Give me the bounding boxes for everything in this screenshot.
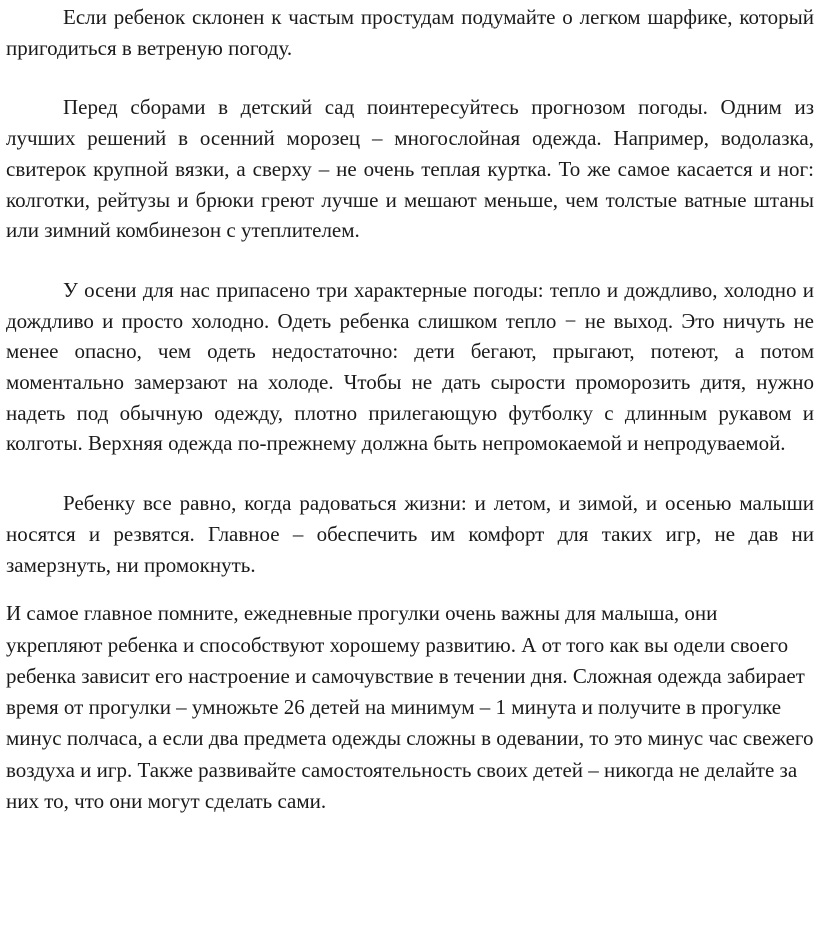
paragraph-daily-walks: И самое главное помните, ежедневные прогулки очень важны для малыша, они укрепляют ребенка и способствуют хорошему развитию. А от того как вы одели своего ребенка зависит его настроение и самочувствие в течении дня. Сложная одежда забирает время от прогулки – умножьте 26 детей на минимум – 1 минута и получите в прогулке минус полчаса, а если два предмета одежды сложны в одевании, то это минус час свежего воздуха и игр. Также развивайте самостоятельность своих детей – никогда не делайте за них то, что они могут сделать сами. [6,601,814,814]
paragraph-weather-layering: Перед сборами в детский сад поинтересуйтесь прогнозом погоды. Одним из лучших решений в осенний морозец – многослойная одежда. Например, водолазка, свитерок крупной вязки, а сверху – не очень теплая куртка. То же самое касается и ног: колготки, рейтузы и брюки греют лучше и мешают меньше, чем толстые ватные штаны или зимний комбинезон с утеплителем. [6,95,814,243]
paragraph-comfort-for-play: Ребенку все равно, когда радоваться жизни: и летом, и зимой, и осенью малыши носятся и резвятся. Главное – обеспечить им комфорт для таких игр, не дав ни замерзнуть, ни промокнуть. [6,491,814,577]
paragraph-scarf-advice: Если ребенок склонен к частым простудам подумайте о легком шарфике, который пригодиться в ветреную погоду. [6,5,814,60]
paragraph-autumn-weather: У осени для нас припасено три характерные погоды: тепло и дождливо, холодно и дождливо и просто холодно. Одеть ребенка слишком тепло − не выход. Это ничуть не менее опасно, чем одеть недостаточно: дети бегают, прыгают, потеют, а потом моментально замерзают на холоде. Чтобы не дать сырости проморозить дитя, нужно надеть под обычную одежду, плотно прилегающую футболку с длинным рукавом и колготы. Верхняя одежда по-прежнему должна быть непромокаемой и непродуваемой. [6,277,814,456]
document-page [6,0,814,817]
